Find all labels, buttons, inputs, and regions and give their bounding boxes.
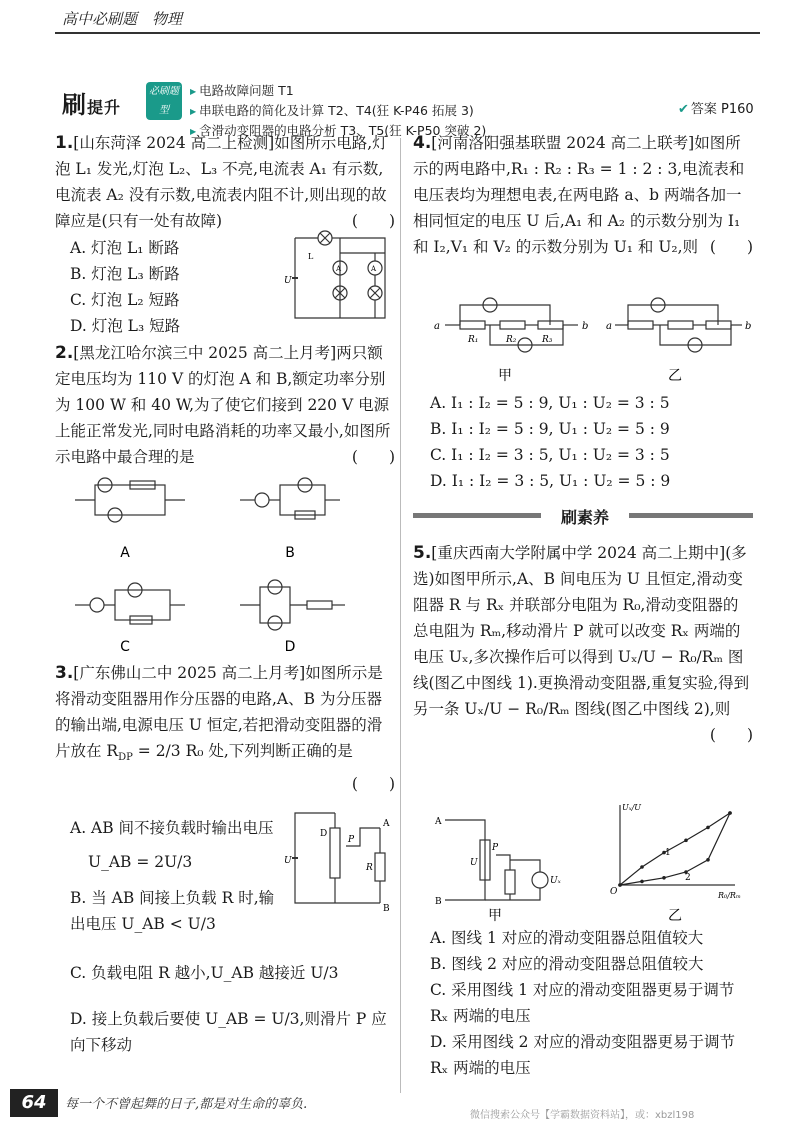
q3-option-c: C. 负载电阻 R 越小,U_AB 越接近 U/3 [70, 964, 339, 982]
question-number: 4. [413, 133, 432, 153]
series-2-point [662, 876, 666, 880]
running-header: 高中必刷题 物理 [62, 10, 183, 28]
question-5-stem: [重庆西南大学附属中学 2024 高二上期中](多选)如图甲所示,A、B 间电压为 U 且恒定,滑动变阻器 R 与 Rₓ 并联部分电阻为 R₀,滑动变阻器的总电阻为 Rₘ,移动滑片 P 就可以改变 Rₓ 两端的电压 Uₓ,多次操作后可以得到 Uₓ/U − R₀/Rₘ 图线(图乙中图线 1).更换滑动变阻器,重复实验,得到另一条 Uₓ/U − R₀/Rₘ 图线(图乙中图线 2),则 [413, 544, 750, 718]
caption-yi: 乙 [668, 368, 682, 384]
q3-option-a: A. AB 间不接负载时输出电压 [70, 819, 274, 837]
topic-item: ▶ 串联电路的简化及计算 T2、T4(狂 K-P46 拓展 3) [190, 101, 486, 121]
q5-chart-yi [610, 803, 741, 900]
y-axis-label: Uₓ/U [622, 803, 642, 812]
answer-blank: ( ) [351, 212, 395, 230]
q5-circuit-jia [445, 820, 548, 900]
q5-option-c: C. 采用图线 1 对应的滑动变阻器更易于调节 Rₓ 两端的电压 [430, 981, 735, 1025]
question-number: 2. [55, 343, 74, 363]
label-R: R [366, 863, 373, 873]
label-R2: R₂ [506, 335, 517, 345]
page-number: 64 [10, 1089, 58, 1117]
section-bar-right [629, 513, 753, 518]
series-1-point [706, 826, 710, 830]
q4-option-a: A. I₁ : I₂ = 5 : 9, U₁ : U₂ = 3 : 5 [430, 394, 670, 412]
column-divider [400, 138, 401, 1093]
section-heading [413, 505, 753, 527]
check-icon: ✔ [678, 102, 689, 117]
series-2-point [618, 883, 622, 887]
question-number: 3. [55, 663, 74, 683]
question-2 [55, 340, 395, 470]
label-B: B [435, 897, 442, 907]
section-title: 刷素养 [560, 508, 609, 527]
question-5 [413, 540, 753, 748]
answer-blank: ( ) [709, 726, 753, 744]
question-3-stem-eq: = 2/3 R₀ 处,下列判断正确的是 [132, 742, 353, 760]
q1-option-a: A. 灯泡 L₁ 断路 [70, 239, 180, 257]
question-type-badge: 必刷题型 [146, 82, 182, 120]
topic-item: ▶ 电路故障问题 T1 [190, 81, 486, 101]
q3-options-cd [70, 960, 395, 1058]
series-2-point [640, 880, 644, 884]
q2-circuit-options [55, 465, 400, 655]
q1-option-b: B. 灯泡 L₃ 断路 [70, 265, 180, 283]
q4-option-c: C. I₁ : I₂ = 3 : 5, U₁ : U₂ = 3 : 5 [430, 446, 670, 464]
label-D: D [320, 829, 328, 839]
answer-blank: ( ) [351, 448, 395, 466]
series-1-point [684, 839, 688, 843]
label-L1: L [308, 252, 314, 261]
label-A: A [383, 819, 390, 829]
label-P: P [348, 835, 355, 845]
q4-option-b: B. I₁ : I₂ = 5 : 9, U₁ : U₂ = 5 : 9 [430, 420, 670, 438]
label-U: U [284, 276, 292, 286]
question-2-stem: [黑龙江哈尔滨三中 2025 高二上月考]两只额定电压均为 110 V 的灯泡 A 和 B,额定功率分别为 100 W 和 40 W,为了使它们接到 220 V 电源上能正常发光,同时电路消耗的功率又最小,如图所示电路中最合理的是 [55, 344, 391, 466]
q3-option-a-formula: U_AB = 2U/3 [88, 853, 193, 871]
question-1 [55, 130, 395, 234]
label-P: P [492, 843, 499, 853]
answer-blank: ( ) [709, 238, 753, 256]
q5-option-b: B. 图线 2 对应的滑动变阻器总阻值较大 [430, 955, 704, 973]
watermark: 微信搜索公众号【学霸数据资料站】，或：xbzl198 [470, 1110, 695, 1121]
x-axis-label: R₀/Rₘ [718, 891, 741, 900]
q4-options [430, 390, 670, 494]
label-U: U [284, 856, 292, 866]
series-1-label: 1 [665, 848, 671, 858]
series-1-point [640, 865, 644, 869]
answer-reference [678, 98, 754, 117]
label-b2: b [745, 321, 752, 332]
question-3 [55, 660, 395, 797]
label-a2: a [606, 321, 612, 332]
subscript-dp: DP [118, 752, 133, 764]
series-2-label: 2 [685, 873, 691, 883]
topic-item: ▶ 含滑动变阻器的电路分析 T3、T5(狂 K-P50 突破 2) [190, 121, 486, 141]
series-2-point [728, 811, 732, 815]
label-B: B [383, 904, 390, 914]
footer-motto: 每一个不曾起舞的日子,都是对生命的辜负. [65, 1097, 308, 1112]
question-number: 5. [413, 543, 432, 563]
label-a: a [434, 321, 440, 332]
label-A1: A [336, 265, 342, 273]
label-A2: A [371, 265, 377, 273]
caption-b: B [285, 545, 295, 561]
q4-circuit-diagrams [430, 290, 750, 390]
label-b: b [582, 321, 589, 332]
question-4 [413, 130, 753, 260]
header-rule [55, 32, 760, 34]
q1-option-d: D. 灯泡 L₃ 短路 [70, 317, 181, 335]
question-3-stem: [广东佛山二中 2025 高二上月考]如图所示是将滑动变阻器用作分压器的电路,A、B 为分压器的输出端,电源电压 U 恒定,若把滑动变阻器的滑片放在 R [55, 664, 383, 760]
origin-label: O [610, 887, 618, 897]
label-U: U [470, 858, 478, 868]
caption-jia: 甲 [488, 908, 502, 924]
q3-options [70, 815, 285, 937]
caption-yi: 乙 [668, 908, 682, 924]
q5-option-a: A. 图线 1 对应的滑动变阻器总阻值较大 [430, 929, 704, 947]
answer-blank: ( ) [351, 775, 395, 794]
caption-d: D [284, 639, 296, 655]
brand-main: 刷 [62, 91, 87, 119]
q4-option-d: D. I₁ : I₂ = 3 : 5, U₁ : U₂ = 5 : 9 [430, 472, 671, 490]
q5-options [430, 925, 755, 1081]
question-4-stem: [河南洛阳强基联盟 2024 高二上联考]如图所示的两电路中,R₁ : R₂ : R₃ = 1 : 2 : 3,电流表和电压表均为理想电表,在两电路 a、b 两端各加一相同恒定的电压 U 后,A₁ 和 A₂ 的示数分别为 I₁ 和 I₂,V₁ 和 V₂ 的示数分别为 U₁ 和 U₂,则 [413, 134, 745, 256]
brand-sub: 提升 [87, 98, 122, 117]
q5-option-d: D. 采用图线 2 对应的滑动变阻器更易于调节 Rₓ 两端的电压 [430, 1033, 735, 1077]
q3-option-b: B. 当 AB 间接上负载 R 时,输出电压 U_AB < U/3 [70, 889, 275, 933]
label-A: A [435, 817, 442, 827]
q1-circuit-diagram [280, 228, 395, 328]
caption-jia: 甲 [498, 368, 512, 384]
brand-logo [62, 85, 121, 120]
question-number: 1. [55, 133, 74, 153]
q1-options [70, 235, 180, 339]
q3-circuit-diagram [280, 808, 395, 913]
q1-option-c: C. 灯泡 L₂ 短路 [70, 291, 180, 309]
q3-option-d: D. 接上负载后要使 U_AB = U/3,则滑片 P 应向下移动 [70, 1010, 387, 1054]
question-1-stem: [山东菏泽 2024 高二上检测]如图所示电路,灯泡 L₁ 发光,灯泡 L₂、L₃ 不亮,电流表 A₁ 有示数,电流表 A₂ 没有示数,电流表内阻不计,则出现的故障应是(只有一处有故障) [55, 134, 388, 230]
section-bar-left [413, 513, 541, 518]
label-R1: R₁ [468, 335, 479, 345]
answer-page-ref: 答案 P160 [690, 102, 754, 117]
label-Ux: Uₓ [550, 876, 561, 886]
q5-figures [430, 800, 750, 925]
series-2-point [706, 858, 710, 862]
caption-c: C [120, 639, 130, 655]
caption-a: A [120, 545, 130, 561]
label-R3: R₃ [542, 335, 553, 345]
